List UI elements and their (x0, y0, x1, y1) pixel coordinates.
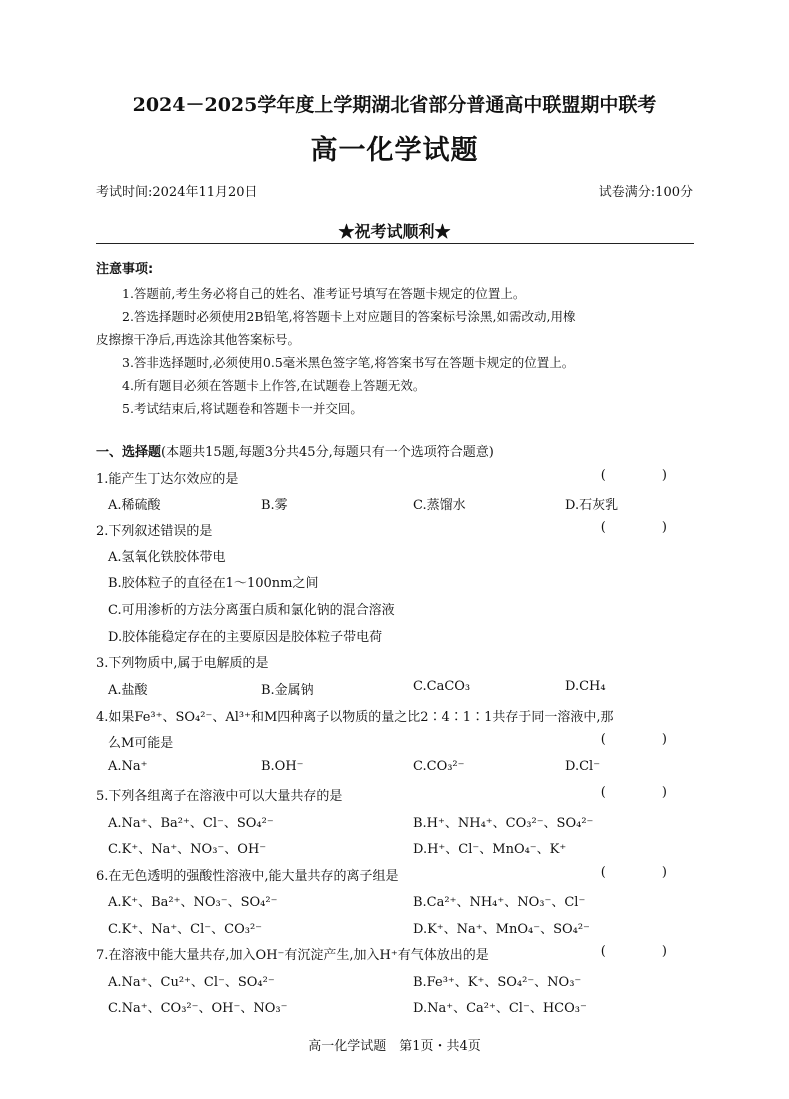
question-6-option-d: D.K⁺、Na⁺、MnO₄⁻、SO₄²⁻ (413, 922, 590, 937)
question-3-stem: 3.下列物质中,属于电解质的是 (96, 656, 269, 671)
answer-blank: ( ) (600, 785, 693, 800)
notes-heading: 注意事项: (96, 262, 154, 277)
question-5-option-a: A.Na⁺、Ba²⁺、Cl⁻、SO₄²⁻ (108, 816, 274, 831)
question-3-option-d: D.CH₄ (565, 679, 606, 694)
header-divider (96, 243, 694, 244)
question-4-stem-continued: 么M可能是 (108, 736, 174, 751)
question-7-option-d: D.Na⁺、Ca²⁺、Cl⁻、HCO₃⁻ (413, 1001, 587, 1016)
question-1-option-b: B.雾 (261, 498, 288, 513)
question-6-option-a: A.K⁺、Ba²⁺、NO₃⁻、SO₄²⁻ (108, 895, 278, 910)
question-7-option-a: A.Na⁺、Cu²⁺、Cl⁻、SO₄²⁻ (108, 975, 275, 990)
question-6-option-c: C.K⁺、Na⁺、Cl⁻、CO₃²⁻ (108, 922, 263, 937)
good-luck-banner: ★祝考试顺利★ (338, 222, 451, 241)
answer-blank: ( ) (600, 732, 693, 747)
question-5-stem: 5.下列各组离子在溶液中可以大量共存的是 (96, 789, 343, 804)
question-7-option-c: C.Na⁺、CO₃²⁻、OH⁻、NO₃⁻ (108, 1001, 288, 1016)
question-5-option-d: D.H⁺、Cl⁻、MnO₄⁻、K⁺ (413, 842, 567, 857)
section-heading (96, 441, 494, 460)
page-footer: 高一化学试题 第1页・共4页 (308, 1039, 481, 1054)
question-2-option-c: C.可用渗析的方法分离蛋白质和氯化钠的混合溶液 (108, 603, 395, 618)
question-7-stem: 7.在溶液中能大量共存,加入OH⁻有沉淀产生,加入H⁺有气体放出的是 (96, 948, 489, 963)
note-item: 1.答题前,考生务必将自己的姓名、准考证号填写在答题卡规定的位置上。 (122, 286, 526, 301)
answer-blank: ( ) (600, 944, 693, 959)
question-3-option-a: A.盐酸 (108, 683, 148, 698)
question-4-option-d: D.Cl⁻ (565, 759, 601, 774)
note-item: 4.所有题目必须在答题卡上作答,在试题卷上答题无效。 (122, 378, 426, 393)
question-2-option-a: A.氢氧化铁胶体带电 (108, 550, 226, 565)
note-item: 皮擦擦干净后,再选涂其他答案标号。 (96, 332, 300, 347)
exam-subject-title: 高一化学试题 (310, 135, 479, 166)
exam-series-title: 2024－2025学年度上学期湖北省部分普通高中联盟期中联考 (132, 94, 657, 116)
answer-blank: ( ) (600, 520, 693, 535)
note-item: 5.考试结束后,将试题卷和答题卡一并交回。 (122, 401, 363, 416)
question-6-option-b: B.Ca²⁺、NH₄⁺、NO₃⁻、Cl⁻ (413, 895, 586, 910)
answer-blank: ( ) (600, 468, 693, 483)
question-1-stem: 1.能产生丁达尔效应的是 (96, 472, 239, 487)
question-2-option-b: B.胶体粒子的直径在1～100nm之间 (108, 576, 319, 591)
question-4-stem: 4.如果Fe³⁺、SO₄²⁻、Al³⁺和M四种离子以物质的量之比2∶4∶1∶1共存于同一溶液中,那 (96, 710, 614, 725)
question-5-option-b: B.H⁺、NH₄⁺、CO₃²⁻、SO₄²⁻ (413, 816, 594, 831)
note-item: 3.答非选择题时,必须使用0.5毫米黑色签字笔,将答案书写在答题卡规定的位置上。 (122, 355, 575, 370)
question-1-option-a: A.稀硫酸 (108, 498, 161, 513)
full-score: 试卷满分:100分 (598, 185, 693, 200)
question-6-stem: 6.在无色透明的强酸性溶液中,能大量共存的离子组是 (96, 869, 399, 884)
section-description: (本题共15题,每题3分共45分,每题只有一个选项符合题意) (161, 445, 494, 460)
question-3-option-b: B.金属钠 (261, 683, 314, 698)
question-1-option-d: D.石灰乳 (565, 498, 619, 513)
note-item: 2.答选择题时必须使用2B铅笔,将答题卡上对应题目的答案标号涂黑,如需改动,用橡 (122, 309, 576, 324)
question-4-option-b: B.OH⁻ (261, 759, 304, 774)
question-4-option-a: A.Na⁺ (108, 759, 148, 774)
exam-time: 考试时间:2024年11月20日 (96, 185, 258, 200)
question-2-stem: 2.下列叙述错误的是 (96, 524, 213, 539)
section-title: 一、选择题 (96, 445, 162, 460)
question-1-option-c: C.蒸馏水 (413, 498, 466, 513)
question-4-option-c: C.CO₃²⁻ (413, 759, 465, 774)
question-2-option-d: D.胶体能稳定存在的主要原因是胶体粒子带电荷 (108, 630, 383, 645)
answer-blank: ( ) (600, 865, 693, 880)
question-3-option-c: C.CaCO₃ (413, 679, 471, 694)
question-7-option-b: B.Fe³⁺、K⁺、SO₄²⁻、NO₃⁻ (413, 975, 582, 990)
question-5-option-c: C.K⁺、Na⁺、NO₃⁻、OH⁻ (108, 842, 267, 857)
